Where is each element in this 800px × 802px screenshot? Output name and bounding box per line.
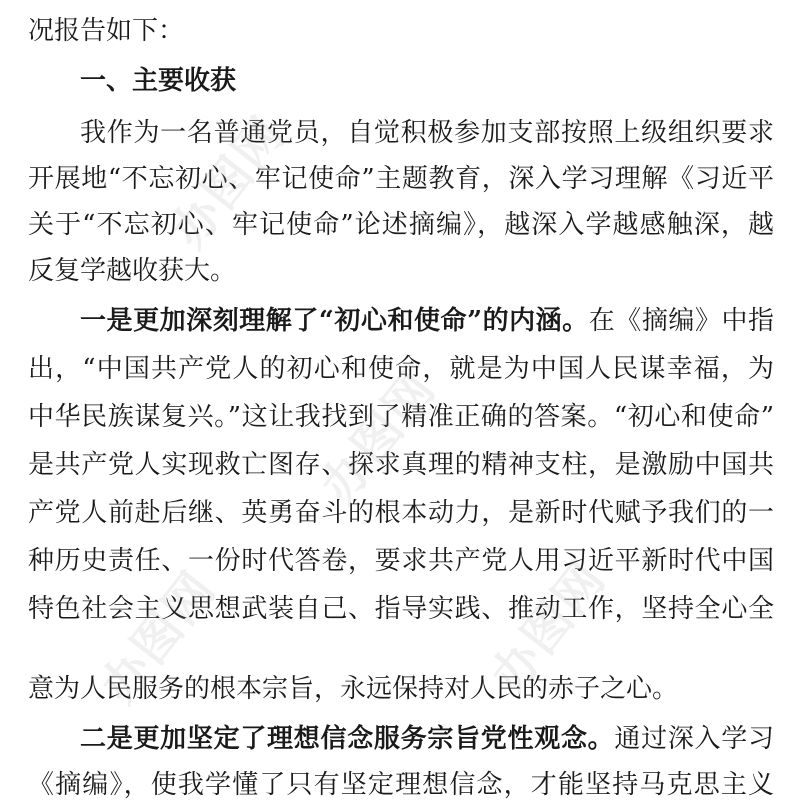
text-line: 况报告如下：	[28, 16, 185, 46]
text-line: 我作为一名普通党员，自觉积极参加支部按照上级组织要求	[80, 118, 774, 148]
text-line: 意为人民服务的根本宗旨，永远保持对人民的赤子之心。	[28, 674, 679, 704]
text-line: 反复学越收获大。	[28, 256, 237, 286]
text-fragment: 通过深入学习	[614, 724, 774, 754]
text-line: 是共产党人实现救亡图存、探求真理的精神支柱，是激励中国共	[28, 450, 774, 480]
text-line: 种历史责任、一份时代答卷，要求共产党人用习近平新时代中国	[28, 546, 774, 576]
text-line: 特色社会主义思想武装自己、指导实践、推动工作，坚持全心全	[28, 594, 774, 624]
text-fragment: 在《摘编》中指	[588, 306, 774, 336]
bold-lead-phrase: 二是更加坚定了理想信念服务宗旨党性观念。	[80, 724, 615, 754]
watermark: 办图网	[310, 360, 447, 514]
section-heading: 一、主要收获	[80, 66, 237, 96]
text-line	[80, 304, 774, 338]
text-line: 中华民族谋复兴。”这让我找到了精准正确的答案。“初心和使命”	[28, 402, 774, 432]
bold-lead-phrase: 一是更加深刻理解了“初心和使命”的内涵。	[80, 306, 589, 336]
text-line: 开展地“不忘初心、牢记使命”主题教育，深入学习理解《习近平	[28, 164, 774, 194]
text-line: 关于“不忘初心、牢记使命”论述摘编》，越深入学越感触深，越	[28, 210, 774, 240]
watermark: 办图网	[160, 105, 297, 259]
text-line: 出，“中国共产党人的初心和使命，就是为中国人民谋幸福，为	[28, 354, 774, 384]
text-line	[80, 722, 774, 756]
watermark: 办图网	[90, 560, 227, 714]
text-line: 产党人前赴后继、英勇奋斗的根本动力，是新时代赋予我们的一	[28, 498, 774, 528]
watermark: 办图网	[480, 550, 617, 704]
text-line: 《摘编》，使我学懂了只有坚定理想信念，才能坚持马克思主义	[28, 770, 774, 800]
